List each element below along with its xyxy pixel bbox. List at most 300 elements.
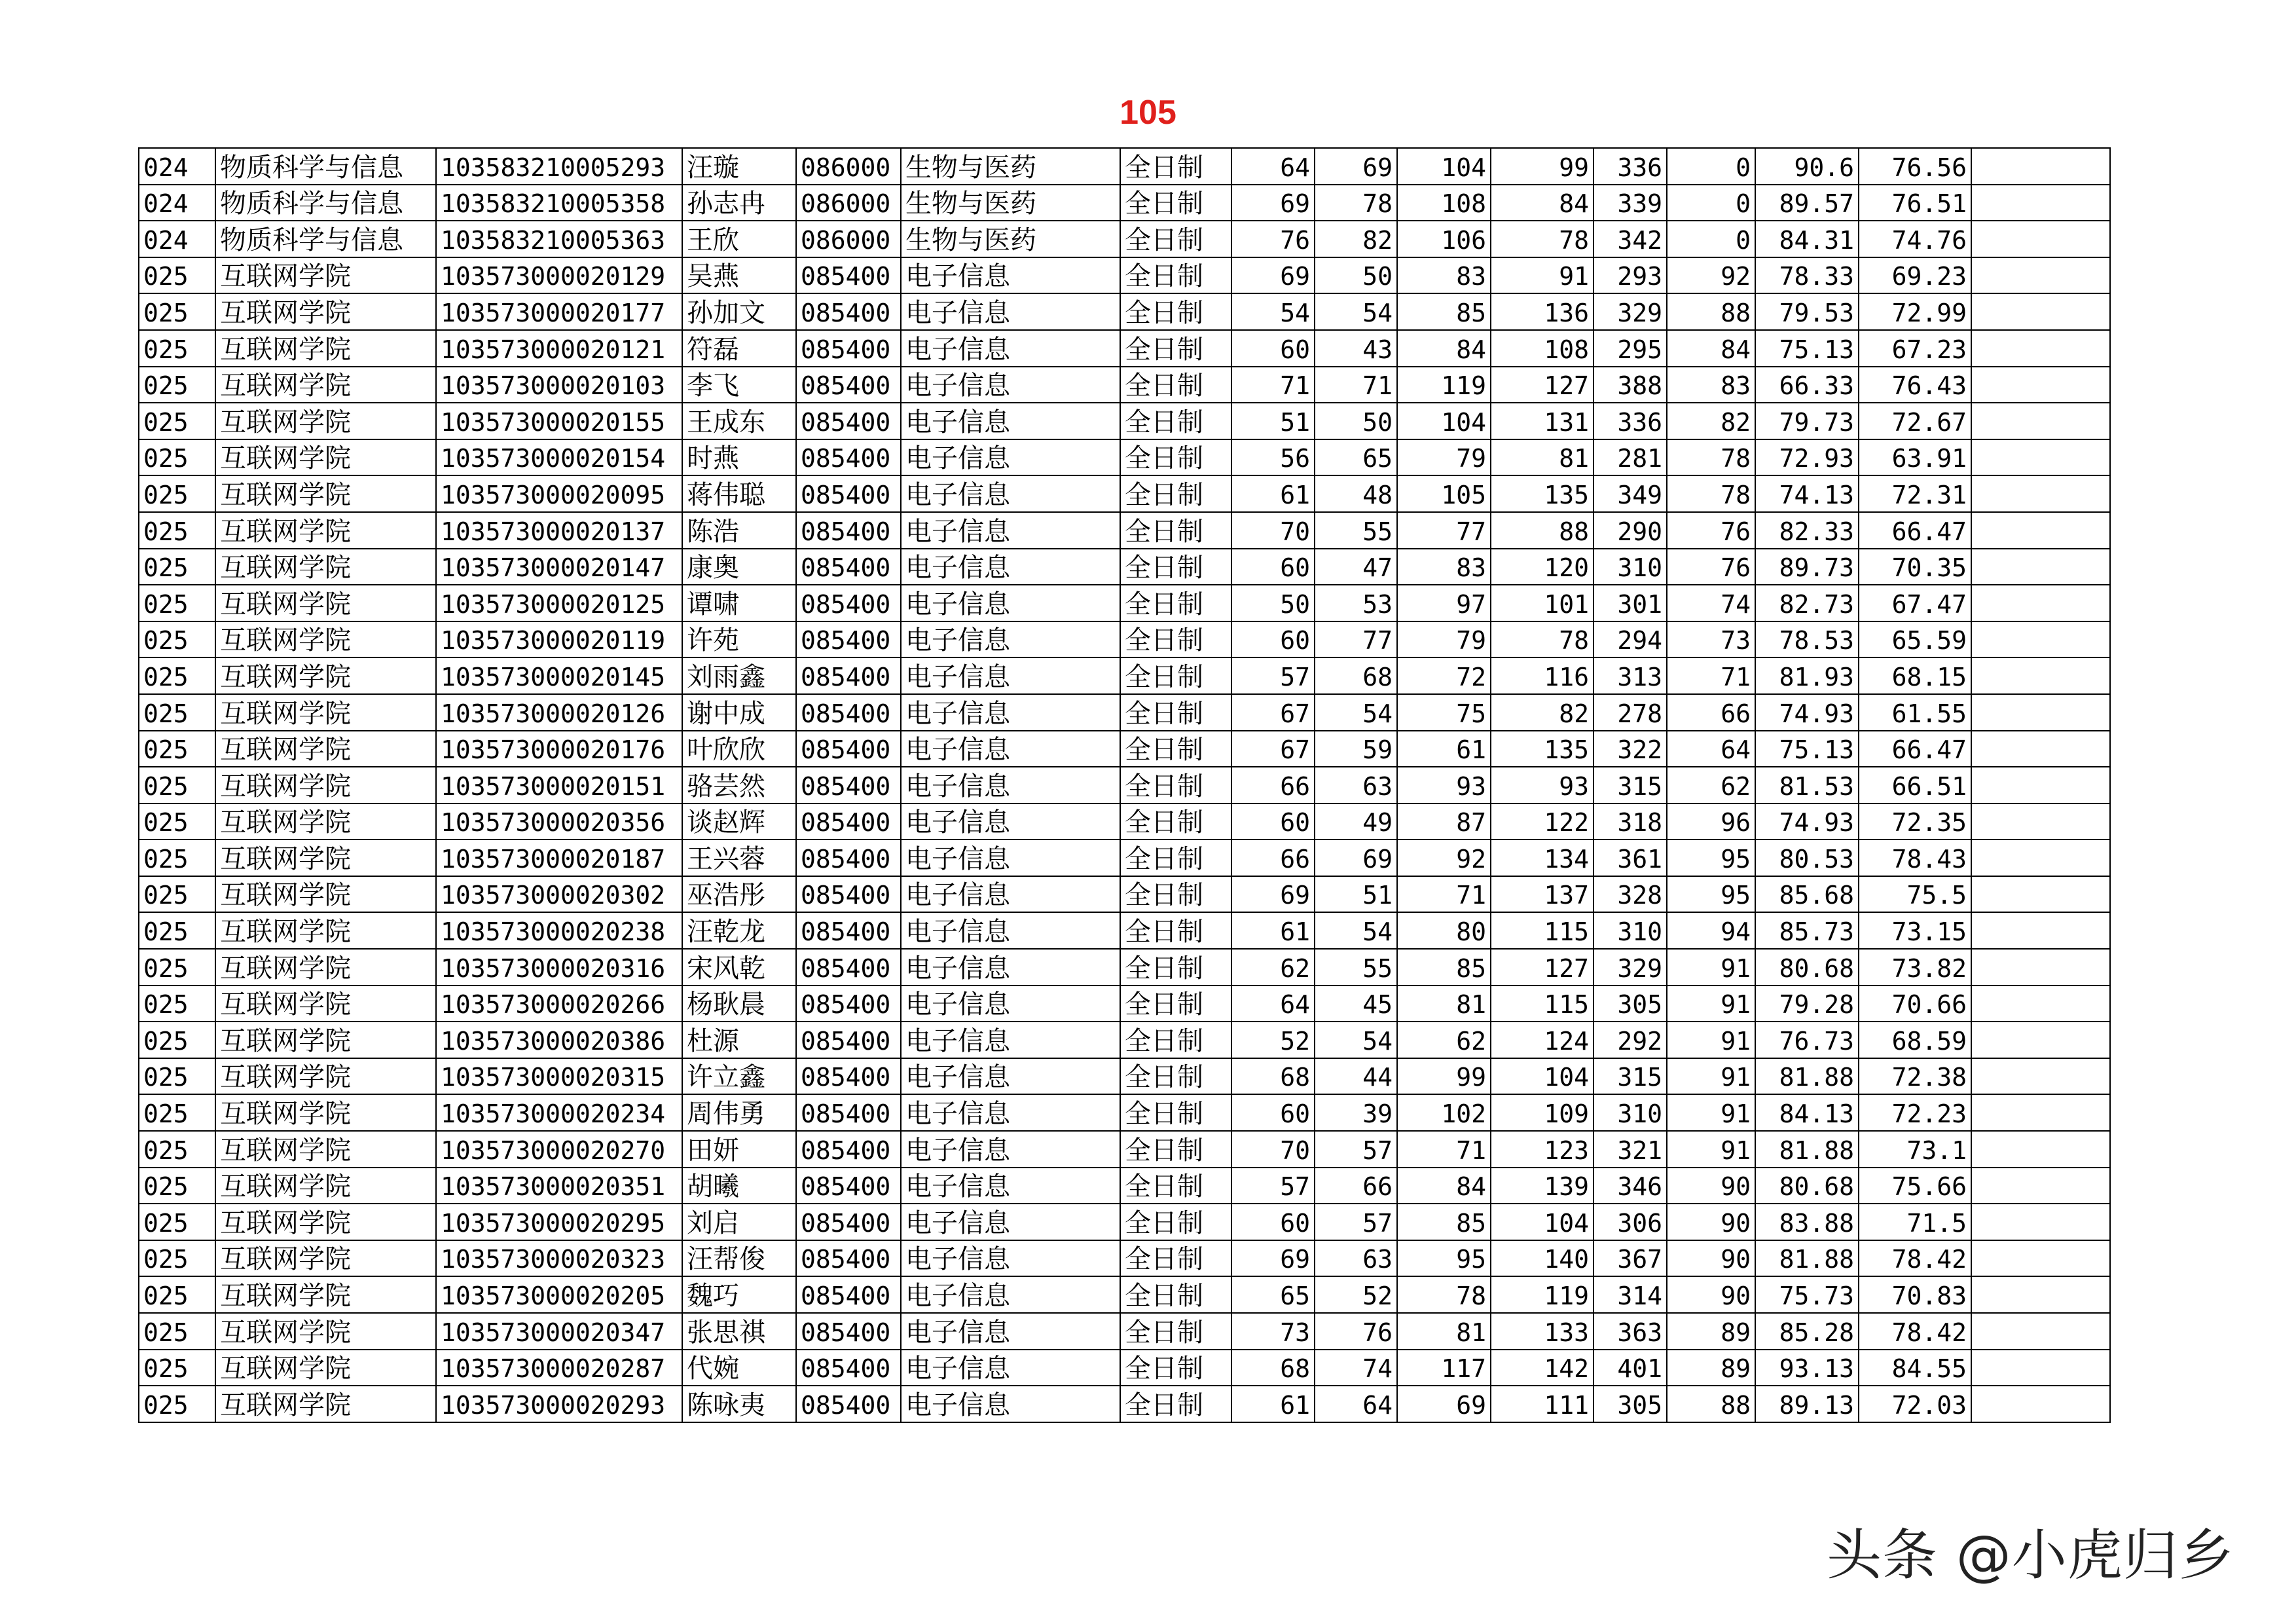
- cell-final-score: 76.51: [1859, 185, 1971, 221]
- cell-major-name: 电子信息: [901, 876, 1120, 913]
- cell-major-name: 电子信息: [901, 1276, 1120, 1313]
- cell-college-name: 物质科学与信息: [215, 221, 436, 257]
- cell-score-subject2: 120: [1491, 549, 1594, 585]
- cell-college-code: 025: [139, 803, 215, 840]
- cell-score-subject2: 99: [1491, 148, 1594, 185]
- cell-retest-avg: 74.93: [1755, 694, 1859, 731]
- cell-college-code: 025: [139, 876, 215, 913]
- cell-total-score: 306: [1594, 1204, 1667, 1240]
- cell-total-score: 388: [1594, 367, 1667, 403]
- cell-college-name: 互联网学院: [215, 1094, 436, 1131]
- cell-empty-cell: [1971, 403, 2110, 439]
- cell-score-politics: 54: [1231, 293, 1315, 330]
- cell-score-subject2: 133: [1491, 1313, 1594, 1350]
- cell-student-name: 康奥: [682, 549, 796, 585]
- cell-college-name: 互联网学院: [215, 1058, 436, 1095]
- cell-major-code: 085400: [796, 912, 901, 949]
- cell-score-politics: 67: [1231, 694, 1315, 731]
- cell-student-name: 符磊: [682, 330, 796, 367]
- cell-major-name: 电子信息: [901, 767, 1120, 803]
- cell-total-score: 310: [1594, 1094, 1667, 1131]
- cell-score-subject1: 79: [1397, 621, 1491, 658]
- cell-exam-id: 103573000020351: [436, 1168, 682, 1204]
- cell-student-name: 许苑: [682, 621, 796, 658]
- cell-major-code: 085400: [796, 403, 901, 439]
- cell-score-english: 78: [1315, 185, 1397, 221]
- table-body: [139, 148, 2110, 1422]
- table-row: [139, 1168, 2110, 1204]
- cell-retest-score: 90: [1667, 1276, 1755, 1313]
- cell-college-name: 互联网学院: [215, 731, 436, 767]
- cell-final-score: 61.55: [1859, 694, 1971, 731]
- cell-major-code: 085400: [796, 840, 901, 876]
- cell-final-score: 66.51: [1859, 767, 1971, 803]
- cell-total-score: 329: [1594, 949, 1667, 986]
- cell-study-mode: 全日制: [1120, 876, 1231, 913]
- cell-retest-avg: 74.93: [1755, 803, 1859, 840]
- cell-college-name: 互联网学院: [215, 876, 436, 913]
- cell-final-score: 70.35: [1859, 549, 1971, 585]
- cell-college-code: 025: [139, 585, 215, 621]
- cell-student-name: 陈浩: [682, 512, 796, 549]
- cell-retest-score: 95: [1667, 840, 1755, 876]
- cell-score-english: 57: [1315, 1204, 1397, 1240]
- cell-study-mode: 全日制: [1120, 293, 1231, 330]
- cell-student-name: 宋风乾: [682, 949, 796, 986]
- cell-retest-avg: 78.33: [1755, 257, 1859, 294]
- cell-retest-avg: 75.13: [1755, 330, 1859, 367]
- cell-retest-score: 91: [1667, 1094, 1755, 1131]
- cell-total-score: 313: [1594, 657, 1667, 694]
- cell-score-politics: 51: [1231, 403, 1315, 439]
- cell-student-name: 代婉: [682, 1350, 796, 1386]
- cell-major-name: 电子信息: [901, 1131, 1120, 1168]
- cell-retest-score: 89: [1667, 1313, 1755, 1350]
- cell-exam-id: 103573000020187: [436, 840, 682, 876]
- cell-final-score: 72.35: [1859, 803, 1971, 840]
- cell-total-score: 349: [1594, 475, 1667, 512]
- cell-retest-score: 78: [1667, 439, 1755, 476]
- cell-empty-cell: [1971, 1168, 2110, 1204]
- cell-score-english: 45: [1315, 986, 1397, 1022]
- cell-college-name: 互联网学院: [215, 1386, 436, 1422]
- cell-major-code: 085400: [796, 475, 901, 512]
- cell-total-score: 339: [1594, 185, 1667, 221]
- cell-exam-id: 103573000020126: [436, 694, 682, 731]
- cell-exam-id: 103573000020205: [436, 1276, 682, 1313]
- cell-retest-score: 73: [1667, 621, 1755, 658]
- cell-college-code: 025: [139, 986, 215, 1022]
- cell-final-score: 72.67: [1859, 403, 1971, 439]
- cell-score-english: 65: [1315, 439, 1397, 476]
- cell-exam-id: 103573000020177: [436, 293, 682, 330]
- cell-score-subject1: 62: [1397, 1022, 1491, 1058]
- cell-final-score: 72.31: [1859, 475, 1971, 512]
- cell-college-name: 互联网学院: [215, 330, 436, 367]
- cell-student-name: 谈赵辉: [682, 803, 796, 840]
- cell-major-code: 085400: [796, 876, 901, 913]
- cell-study-mode: 全日制: [1120, 694, 1231, 731]
- table-row: [139, 657, 2110, 694]
- cell-total-score: 401: [1594, 1350, 1667, 1386]
- cell-final-score: 71.5: [1859, 1204, 1971, 1240]
- cell-total-score: 318: [1594, 803, 1667, 840]
- cell-college-code: 025: [139, 657, 215, 694]
- cell-study-mode: 全日制: [1120, 1094, 1231, 1131]
- cell-total-score: 293: [1594, 257, 1667, 294]
- cell-major-code: 085400: [796, 293, 901, 330]
- cell-study-mode: 全日制: [1120, 585, 1231, 621]
- cell-retest-avg: 80.68: [1755, 1168, 1859, 1204]
- cell-retest-avg: 80.53: [1755, 840, 1859, 876]
- table-row: [139, 1094, 2110, 1131]
- cell-exam-id: 103573000020302: [436, 876, 682, 913]
- cell-score-subject1: 105: [1397, 475, 1491, 512]
- cell-study-mode: 全日制: [1120, 148, 1231, 185]
- cell-score-subject2: 78: [1491, 621, 1594, 658]
- cell-major-name: 电子信息: [901, 439, 1120, 476]
- cell-score-english: 63: [1315, 767, 1397, 803]
- cell-score-subject1: 80: [1397, 912, 1491, 949]
- table-row: [139, 1058, 2110, 1095]
- cell-college-name: 互联网学院: [215, 585, 436, 621]
- cell-exam-id: 103573000020356: [436, 803, 682, 840]
- cell-college-name: 互联网学院: [215, 803, 436, 840]
- cell-score-politics: 64: [1231, 986, 1315, 1022]
- cell-student-name: 汪帮俊: [682, 1240, 796, 1277]
- cell-empty-cell: [1971, 585, 2110, 621]
- cell-college-code: 025: [139, 1204, 215, 1240]
- cell-study-mode: 全日制: [1120, 1131, 1231, 1168]
- cell-score-subject1: 93: [1397, 767, 1491, 803]
- cell-score-english: 39: [1315, 1094, 1397, 1131]
- cell-study-mode: 全日制: [1120, 840, 1231, 876]
- cell-empty-cell: [1971, 475, 2110, 512]
- table-row: [139, 185, 2110, 221]
- cell-retest-score: 90: [1667, 1204, 1755, 1240]
- cell-total-score: 336: [1594, 403, 1667, 439]
- table-row: [139, 767, 2110, 803]
- cell-retest-score: 91: [1667, 1058, 1755, 1095]
- cell-major-code: 085400: [796, 257, 901, 294]
- cell-final-score: 68.59: [1859, 1022, 1971, 1058]
- cell-final-score: 75.66: [1859, 1168, 1971, 1204]
- cell-college-code: 025: [139, 367, 215, 403]
- table-row: [139, 1313, 2110, 1350]
- cell-student-name: 王成东: [682, 403, 796, 439]
- cell-score-politics: 64: [1231, 148, 1315, 185]
- cell-score-english: 44: [1315, 1058, 1397, 1095]
- cell-major-name: 电子信息: [901, 1240, 1120, 1277]
- table-row: [139, 949, 2110, 986]
- cell-score-subject1: 84: [1397, 1168, 1491, 1204]
- cell-score-subject2: 123: [1491, 1131, 1594, 1168]
- cell-retest-avg: 79.53: [1755, 293, 1859, 330]
- cell-empty-cell: [1971, 1313, 2110, 1350]
- cell-college-name: 互联网学院: [215, 439, 436, 476]
- cell-score-politics: 65: [1231, 1276, 1315, 1313]
- cell-score-subject2: 78: [1491, 221, 1594, 257]
- cell-retest-score: 71: [1667, 657, 1755, 694]
- cell-score-subject1: 97: [1397, 585, 1491, 621]
- cell-total-score: 363: [1594, 1313, 1667, 1350]
- cell-score-politics: 68: [1231, 1058, 1315, 1095]
- cell-total-score: 328: [1594, 876, 1667, 913]
- cell-student-name: 吴燕: [682, 257, 796, 294]
- cell-student-name: 杜源: [682, 1022, 796, 1058]
- cell-major-code: 085400: [796, 1058, 901, 1095]
- cell-study-mode: 全日制: [1120, 1313, 1231, 1350]
- cell-major-code: 086000: [796, 148, 901, 185]
- page-number: 105: [1120, 94, 1176, 132]
- cell-score-politics: 73: [1231, 1313, 1315, 1350]
- cell-retest-score: 78: [1667, 475, 1755, 512]
- cell-student-name: 李飞: [682, 367, 796, 403]
- cell-study-mode: 全日制: [1120, 621, 1231, 658]
- cell-major-code: 085400: [796, 585, 901, 621]
- cell-score-english: 74: [1315, 1350, 1397, 1386]
- cell-retest-score: 76: [1667, 549, 1755, 585]
- cell-retest-avg: 81.88: [1755, 1058, 1859, 1095]
- cell-exam-id: 103573000020155: [436, 403, 682, 439]
- cell-retest-score: 62: [1667, 767, 1755, 803]
- cell-total-score: 310: [1594, 549, 1667, 585]
- cell-study-mode: 全日制: [1120, 1240, 1231, 1277]
- cell-score-politics: 69: [1231, 876, 1315, 913]
- cell-score-english: 54: [1315, 912, 1397, 949]
- cell-score-english: 50: [1315, 257, 1397, 294]
- cell-retest-score: 88: [1667, 293, 1755, 330]
- cell-major-code: 086000: [796, 221, 901, 257]
- cell-college-name: 互联网学院: [215, 293, 436, 330]
- cell-major-name: 电子信息: [901, 694, 1120, 731]
- cell-major-code: 085400: [796, 1276, 901, 1313]
- cell-score-subject1: 71: [1397, 876, 1491, 913]
- cell-college-code: 025: [139, 731, 215, 767]
- cell-retest-score: 92: [1667, 257, 1755, 294]
- cell-college-name: 物质科学与信息: [215, 148, 436, 185]
- table-row: [139, 257, 2110, 294]
- cell-score-subject1: 61: [1397, 731, 1491, 767]
- cell-major-name: 电子信息: [901, 1386, 1120, 1422]
- cell-college-name: 互联网学院: [215, 549, 436, 585]
- cell-final-score: 76.43: [1859, 367, 1971, 403]
- cell-score-politics: 70: [1231, 512, 1315, 549]
- cell-student-name: 孙志冉: [682, 185, 796, 221]
- cell-college-code: 025: [139, 1022, 215, 1058]
- cell-retest-score: 91: [1667, 1131, 1755, 1168]
- cell-college-name: 互联网学院: [215, 475, 436, 512]
- cell-score-subject1: 117: [1397, 1350, 1491, 1386]
- cell-score-subject1: 92: [1397, 840, 1491, 876]
- cell-empty-cell: [1971, 912, 2110, 949]
- cell-major-name: 电子信息: [901, 585, 1120, 621]
- cell-retest-avg: 89.13: [1755, 1386, 1859, 1422]
- table-row: [139, 1386, 2110, 1422]
- cell-score-subject1: 87: [1397, 803, 1491, 840]
- cell-score-subject2: 142: [1491, 1350, 1594, 1386]
- cell-retest-score: 91: [1667, 949, 1755, 986]
- cell-student-name: 叶欣欣: [682, 731, 796, 767]
- cell-exam-id: 103573000020270: [436, 1131, 682, 1168]
- table-row: [139, 621, 2110, 658]
- cell-college-code: 025: [139, 1168, 215, 1204]
- table-row: [139, 403, 2110, 439]
- cell-study-mode: 全日制: [1120, 512, 1231, 549]
- watermark: 头条 @小虎归乡: [1827, 1523, 2234, 1587]
- cell-retest-score: 0: [1667, 148, 1755, 185]
- cell-empty-cell: [1971, 621, 2110, 658]
- cell-retest-score: 0: [1667, 185, 1755, 221]
- cell-score-english: 52: [1315, 1276, 1397, 1313]
- cell-score-politics: 71: [1231, 367, 1315, 403]
- cell-major-name: 电子信息: [901, 803, 1120, 840]
- table-row: [139, 585, 2110, 621]
- cell-study-mode: 全日制: [1120, 1386, 1231, 1422]
- cell-score-subject2: 139: [1491, 1168, 1594, 1204]
- cell-study-mode: 全日制: [1120, 330, 1231, 367]
- cell-major-code: 085400: [796, 767, 901, 803]
- cell-major-code: 085400: [796, 1022, 901, 1058]
- table-row: [139, 1204, 2110, 1240]
- cell-empty-cell: [1971, 367, 2110, 403]
- cell-exam-id: 103573000020137: [436, 512, 682, 549]
- cell-total-score: 305: [1594, 986, 1667, 1022]
- cell-final-score: 63.91: [1859, 439, 1971, 476]
- cell-exam-id: 103573000020176: [436, 731, 682, 767]
- cell-score-subject2: 115: [1491, 986, 1594, 1022]
- cell-score-politics: 68: [1231, 1350, 1315, 1386]
- cell-retest-avg: 75.13: [1755, 731, 1859, 767]
- cell-score-politics: 70: [1231, 1131, 1315, 1168]
- cell-final-score: 66.47: [1859, 731, 1971, 767]
- cell-score-politics: 57: [1231, 1168, 1315, 1204]
- cell-total-score: 278: [1594, 694, 1667, 731]
- cell-score-politics: 60: [1231, 330, 1315, 367]
- cell-study-mode: 全日制: [1120, 549, 1231, 585]
- cell-study-mode: 全日制: [1120, 657, 1231, 694]
- cell-empty-cell: [1971, 185, 2110, 221]
- table-row: [139, 876, 2110, 913]
- cell-score-english: 76: [1315, 1313, 1397, 1350]
- cell-score-english: 54: [1315, 694, 1397, 731]
- cell-empty-cell: [1971, 1094, 2110, 1131]
- cell-score-subject2: 127: [1491, 367, 1594, 403]
- cell-retest-score: 76: [1667, 512, 1755, 549]
- cell-retest-avg: 89.57: [1755, 185, 1859, 221]
- cell-score-english: 47: [1315, 549, 1397, 585]
- table-row: [139, 367, 2110, 403]
- cell-exam-id: 103573000020238: [436, 912, 682, 949]
- cell-college-code: 025: [139, 1350, 215, 1386]
- cell-score-politics: 76: [1231, 221, 1315, 257]
- cell-score-politics: 57: [1231, 657, 1315, 694]
- cell-score-subject2: 108: [1491, 330, 1594, 367]
- cell-score-subject2: 104: [1491, 1058, 1594, 1095]
- cell-empty-cell: [1971, 694, 2110, 731]
- cell-college-name: 互联网学院: [215, 367, 436, 403]
- cell-final-score: 67.47: [1859, 585, 1971, 621]
- cell-score-english: 68: [1315, 657, 1397, 694]
- cell-retest-avg: 78.53: [1755, 621, 1859, 658]
- cell-student-name: 胡曦: [682, 1168, 796, 1204]
- cell-student-name: 周伟勇: [682, 1094, 796, 1131]
- cell-college-code: 025: [139, 1240, 215, 1277]
- cell-major-code: 085400: [796, 621, 901, 658]
- cell-exam-id: 103573000020293: [436, 1386, 682, 1422]
- cell-total-score: 321: [1594, 1131, 1667, 1168]
- cell-empty-cell: [1971, 512, 2110, 549]
- cell-empty-cell: [1971, 1058, 2110, 1095]
- cell-student-name: 孙加文: [682, 293, 796, 330]
- cell-exam-id: 103573000020315: [436, 1058, 682, 1095]
- cell-final-score: 72.38: [1859, 1058, 1971, 1095]
- cell-final-score: 74.76: [1859, 221, 1971, 257]
- cell-college-code: 025: [139, 1276, 215, 1313]
- cell-empty-cell: [1971, 876, 2110, 913]
- cell-college-name: 互联网学院: [215, 257, 436, 294]
- cell-college-code: 024: [139, 221, 215, 257]
- cell-study-mode: 全日制: [1120, 221, 1231, 257]
- cell-college-name: 互联网学院: [215, 840, 436, 876]
- cell-student-name: 时燕: [682, 439, 796, 476]
- cell-major-code: 085400: [796, 986, 901, 1022]
- cell-score-english: 50: [1315, 403, 1397, 439]
- cell-final-score: 72.23: [1859, 1094, 1971, 1131]
- cell-exam-id: 103573000020234: [436, 1094, 682, 1131]
- cell-retest-score: 0: [1667, 221, 1755, 257]
- cell-empty-cell: [1971, 1276, 2110, 1313]
- cell-study-mode: 全日制: [1120, 475, 1231, 512]
- cell-exam-id: 103583210005363: [436, 221, 682, 257]
- table-row: [139, 439, 2110, 476]
- cell-major-code: 085400: [796, 949, 901, 986]
- cell-score-subject2: 140: [1491, 1240, 1594, 1277]
- cell-score-english: 82: [1315, 221, 1397, 257]
- cell-retest-avg: 93.13: [1755, 1350, 1859, 1386]
- table-row: [139, 148, 2110, 185]
- cell-college-code: 025: [139, 512, 215, 549]
- cell-total-score: 305: [1594, 1386, 1667, 1422]
- table-row: [139, 293, 2110, 330]
- cell-total-score: 314: [1594, 1276, 1667, 1313]
- cell-total-score: 301: [1594, 585, 1667, 621]
- score-table: [138, 147, 2111, 1423]
- cell-retest-score: 90: [1667, 1168, 1755, 1204]
- cell-major-code: 086000: [796, 185, 901, 221]
- cell-total-score: 336: [1594, 148, 1667, 185]
- cell-score-subject1: 77: [1397, 512, 1491, 549]
- cell-retest-score: 91: [1667, 986, 1755, 1022]
- cell-college-code: 025: [139, 840, 215, 876]
- cell-score-subject2: 136: [1491, 293, 1594, 330]
- cell-retest-score: 91: [1667, 1022, 1755, 1058]
- cell-retest-avg: 89.73: [1755, 549, 1859, 585]
- cell-college-code: 025: [139, 403, 215, 439]
- cell-total-score: 346: [1594, 1168, 1667, 1204]
- cell-college-name: 互联网学院: [215, 767, 436, 803]
- cell-empty-cell: [1971, 767, 2110, 803]
- cell-retest-avg: 81.53: [1755, 767, 1859, 803]
- cell-student-name: 蒋伟聪: [682, 475, 796, 512]
- cell-major-name: 电子信息: [901, 840, 1120, 876]
- cell-empty-cell: [1971, 257, 2110, 294]
- cell-college-name: 互联网学院: [215, 1313, 436, 1350]
- cell-score-subject2: 93: [1491, 767, 1594, 803]
- cell-major-name: 生物与医药: [901, 221, 1120, 257]
- cell-retest-avg: 66.33: [1755, 367, 1859, 403]
- cell-retest-avg: 85.73: [1755, 912, 1859, 949]
